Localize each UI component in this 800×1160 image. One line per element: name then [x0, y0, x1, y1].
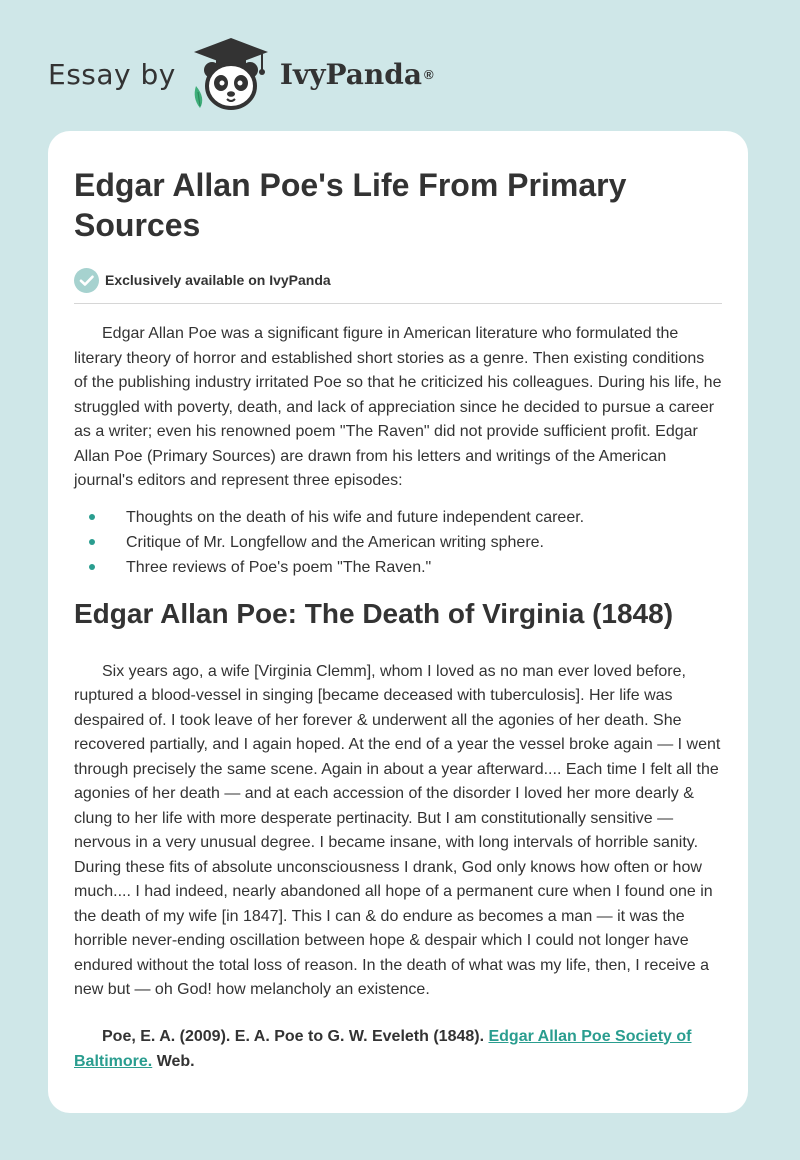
essay-title: Edgar Allan Poe's Life From Primary Sources — [74, 167, 627, 243]
citation-source-link[interactable]: Edgar Allan Poe Society of Baltimore. — [74, 1027, 692, 1070]
site-header — [48, 34, 434, 114]
episodes-list — [74, 505, 722, 580]
exclusive-badge — [74, 267, 722, 293]
essay-card — [48, 131, 748, 1113]
list-item — [74, 505, 722, 530]
registered-mark: ® — [424, 66, 434, 82]
list-item — [74, 530, 722, 555]
check-badge-icon — [74, 268, 99, 293]
list-item-text: Three reviews of Poe's poem "The Raven." — [126, 558, 432, 576]
bullet-dot-icon — [89, 514, 95, 520]
bullet-dot-icon — [89, 539, 95, 545]
list-item-text: Critique of Mr. Longfellow and the American writing sphere. — [126, 533, 544, 551]
brand-name[interactable]: IvyPanda — [279, 57, 423, 91]
citation-text: Poe, E. A. (2009). E. A. Poe to G. W. Eveleth (1848). — [102, 1027, 489, 1045]
panda-logo-icon[interactable] — [190, 36, 272, 112]
quote-paragraph: Six years ago, a wife [Virginia Clemm], whom I loved as no man ever loved before, ruptured a blood-vessel in singing [became deceased with tuberculosis]. Her life was despaired of. I took leave of her forever & underwent all the agonies of her death. She recovered partially, and I again hoped. At the end of a year the vessel broke again — I went through precisely the same scene. Again in about a year afterward.... Each time I felt all the agonies of her death — and at each accession of the disorder I loved her more dearly & clung to her life with more desperate pertinacity. But I am constitutionally sensitive — nervous in a very unusual degree. I became insane, with long intervals of horrible sanity. During these fits of absolute unconsciousness I drank, God only knows how often or how much.... I had indeed, nearly abandoned all hope of a permanent cure when I found one in the death of my wife [in 1847]. This I can & do endure as becomes a man — it was the horrible never-ending oscillation between hope & despair which I could not longer have endured without the total loss of reason. In the death of what was my life, then, I receive a new but — oh God! how melancholy an existence. — [74, 662, 721, 998]
citation — [74, 1024, 722, 1074]
section-heading: Edgar Allan Poe: The Death of Virginia (1848) — [74, 597, 674, 629]
divider — [74, 303, 722, 304]
citation-suffix: Web. — [152, 1052, 195, 1070]
list-item — [74, 555, 722, 580]
bullet-dot-icon — [89, 564, 95, 570]
exclusive-label: Exclusively available on IvyPanda — [105, 272, 331, 288]
list-item-text: Thoughts on the death of his wife and future independent career. — [126, 508, 585, 526]
intro-paragraph: Edgar Allan Poe was a significant figure in American literature who formulated the literary theory of horror and established short stories as a genre. Then existing conditions of the publishing industry irritated Poe so that he criticized his colleagues. During his life, he struggled with poverty, death, and lack of appreciation since he decided to pursue a career as a writer; even his renowned poem "The Raven" did not provide sufficient profit. Edgar Allan Poe (Primary Sources) are drawn from his letters and writings of the American journal's editors and represent three episodes: — [74, 325, 722, 489]
brand-prefix: Essay by — [48, 57, 176, 91]
